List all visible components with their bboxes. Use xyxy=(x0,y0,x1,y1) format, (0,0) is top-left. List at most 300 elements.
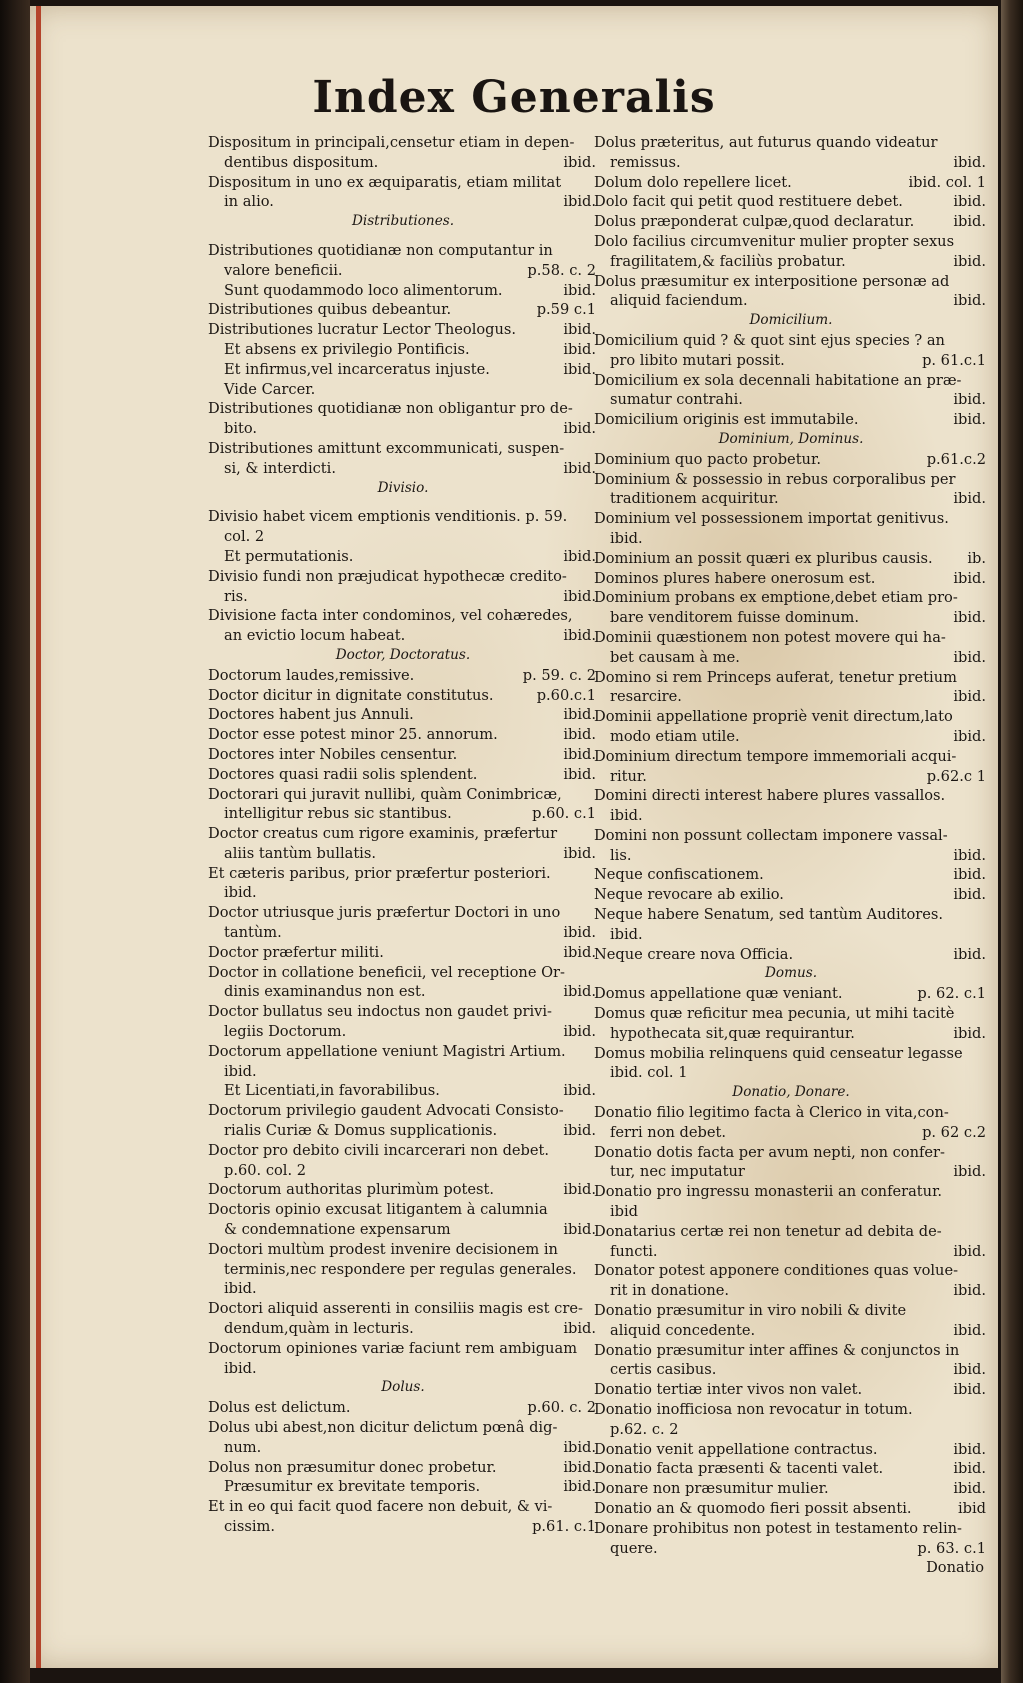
entry-line: num. xyxy=(224,1438,262,1456)
index-entry xyxy=(208,1002,598,1042)
entry-line: pro libito mutari possit. xyxy=(610,351,785,369)
entry-line: traditionem acquiritur. xyxy=(610,490,779,508)
index-entry xyxy=(594,786,988,826)
page-reference: ibid. xyxy=(563,321,596,339)
spacer xyxy=(208,498,598,507)
entry-line: Neque habere Senatum, sed tantùm Auditores. xyxy=(594,906,944,924)
index-entry xyxy=(594,1103,988,1143)
entry-line: Donatio dotis facta per avum nepti, non confer- xyxy=(594,1143,945,1161)
entry-line: Distributiones quotidianæ non computantur in xyxy=(208,241,553,259)
index-entry xyxy=(594,371,988,411)
index-entry xyxy=(208,547,598,567)
entry-line: Doctor in collatione beneficii, vel receptione Or- xyxy=(208,963,565,981)
entry-line: Doctor utriusque juris præfertur Doctori in uno xyxy=(208,904,561,922)
entry-line: modo etiam utile. xyxy=(610,727,740,745)
entry-line: Donatio inofficiosa non revocatur in totum. xyxy=(594,1401,913,1418)
entry-line: Dolus non præsumitur donec probetur. xyxy=(208,1458,497,1476)
entry-line: ibid xyxy=(610,1203,639,1221)
index-entry xyxy=(594,747,988,787)
entry-line: Dominium probans ex emptione,debet etiam pro- xyxy=(594,589,958,607)
index-entry xyxy=(594,1400,988,1440)
page-reference: ibid. xyxy=(563,924,596,942)
index-entry xyxy=(208,765,598,785)
book-spine xyxy=(0,0,30,1683)
entry-line: Dominium an possit quæri ex pluribus causis. xyxy=(594,549,933,567)
entry-line: Distributiones lucratur Lector Theologus. xyxy=(208,321,517,339)
section-heading: Doctor, Doctoratus. xyxy=(335,646,471,663)
page-reference: ibid. xyxy=(953,252,986,270)
entry-line: ibid. xyxy=(610,529,643,547)
index-entry xyxy=(208,1497,598,1537)
entry-line: Doctorum privilegio gaudent Advocati Consisto- xyxy=(208,1102,564,1120)
entry-line: Sunt quodammodo loco alimentorum. xyxy=(224,281,503,299)
page-reference: ibid. xyxy=(953,391,986,409)
page-reference: ibid. xyxy=(563,193,596,211)
entry-line: Doctor dicitur in dignitate constitutus. xyxy=(208,686,494,704)
entry-line: Dolus præteritus, aut futurus quando videatur xyxy=(594,134,938,151)
index-entry xyxy=(208,1180,598,1200)
entry-line: Neque revocare ab exilio. xyxy=(594,886,784,904)
entry-line: Et infirmus,vel incarceratus injuste. xyxy=(224,360,490,378)
entry-line: Neque confiscationem. xyxy=(594,866,764,884)
index-entry xyxy=(594,984,988,1004)
page-reference: ibid. xyxy=(563,281,596,299)
entry-line: Domus quæ reficitur mea pecunia, ut mihi tacitè xyxy=(594,1005,955,1023)
page-reference: ibid. xyxy=(953,609,986,627)
index-entry xyxy=(208,439,598,479)
entry-line: ibid. xyxy=(224,1280,257,1298)
entry-line: aliquid concedente. xyxy=(610,1321,756,1339)
entry-line: Dominii quæstionem non potest movere qui ha- xyxy=(594,628,946,646)
index-entry xyxy=(594,826,988,866)
page-reference: ibid. xyxy=(563,943,596,961)
index-entry xyxy=(208,705,598,725)
entry-line: Doctorari qui juravit nullibi, quàm Conimbricæ, xyxy=(208,785,562,803)
index-entry xyxy=(208,785,598,825)
page-reference: ibid. xyxy=(953,1242,986,1260)
index-entry xyxy=(594,232,988,272)
entry-line: Dolus ubi abest,non dicitur delictum pœnâ dig- xyxy=(208,1419,558,1436)
page-reference: ibid. xyxy=(563,1082,596,1100)
entry-line: Doctores quasi radii solis splendent. xyxy=(208,765,478,783)
page-reference: p. 59. c. 2 xyxy=(522,666,596,684)
index-entry xyxy=(594,410,988,430)
page-reference: ibid. xyxy=(563,587,596,605)
spacer xyxy=(208,232,598,241)
page-reference: ibid. xyxy=(563,726,596,744)
entry-line: Et cæteris paribus, prior præfertur posteriori. xyxy=(208,864,551,882)
index-entry xyxy=(208,1477,598,1497)
section-heading: Domus. xyxy=(764,965,818,982)
page-reference: ibid. xyxy=(563,1023,596,1041)
entry-line: lis. xyxy=(610,846,632,864)
entry-line: Donatio filio legitimo facta à Clerico in vita,con- xyxy=(594,1104,949,1122)
entry-line: Domicilium ex sola decennali habitatione an præ- xyxy=(594,371,962,389)
page-reference: ibid. xyxy=(953,411,986,429)
index-entry xyxy=(208,864,598,904)
page-reference: ibid. xyxy=(953,1460,986,1478)
page-reference: ibid. xyxy=(953,1024,986,1042)
entry-line: Dominium directum tempore immemoriali acqui- xyxy=(594,747,957,765)
entry-line: si, & interdicti. xyxy=(224,459,336,477)
entry-line: Et in eo qui facit quod facere non debuit, & vi- xyxy=(208,1498,553,1516)
index-entry xyxy=(208,963,598,1003)
page-reference: ibid. xyxy=(953,193,986,211)
entry-line: Dolus est delictum. xyxy=(208,1399,351,1417)
page-reference: p.59 c.1 xyxy=(536,301,596,319)
index-entry xyxy=(208,241,598,281)
entry-line: remissus. xyxy=(610,153,681,171)
entry-line: legiis Doctorum. xyxy=(224,1023,347,1041)
red-margin-rule xyxy=(36,6,41,1668)
index-entry xyxy=(208,1398,598,1418)
entry-line: Domus appellatione quæ veniant. xyxy=(594,985,843,1003)
entry-line: Dolus præsumitur ex interpositione personæ ad xyxy=(594,272,950,290)
entry-line: Et Licentiati,in favorabilibus. xyxy=(224,1082,440,1100)
page-reference: ibid. xyxy=(563,153,596,171)
page-reference: ibid. xyxy=(563,1438,596,1456)
section-heading: Divisio. xyxy=(377,479,429,496)
page-reference: ibid. xyxy=(953,846,986,864)
left-column xyxy=(208,133,598,1537)
page-reference: ibid. xyxy=(953,688,986,706)
entry-line: Donare prohibitus non potest in testamento relin- xyxy=(594,1519,962,1537)
page-reference: p.61.c.2 xyxy=(926,450,986,468)
index-entry xyxy=(594,1341,988,1381)
index-entry xyxy=(594,865,988,885)
index-entry xyxy=(594,1143,988,1183)
index-entry xyxy=(594,945,988,965)
page-reference: p.58. c. 2 xyxy=(527,261,596,279)
index-entry xyxy=(594,905,988,945)
index-entry xyxy=(208,300,598,320)
page-reference: p.60.c.1 xyxy=(536,686,596,704)
page-reference: ibid. xyxy=(953,490,986,508)
index-entry xyxy=(208,1081,598,1101)
page-reference: ibid. xyxy=(953,292,986,310)
page-reference: ibid. xyxy=(563,547,596,565)
page-reference: ibid. xyxy=(953,1381,986,1399)
entry-line: cissim. xyxy=(224,1517,275,1535)
entry-line: tantùm. xyxy=(224,924,282,942)
entry-line: Doctor præfertur militi. xyxy=(208,943,384,961)
page-reference: ibid. xyxy=(563,459,596,477)
entry-line: sumatur contrahi. xyxy=(610,391,743,409)
entry-line: Doctores inter Nobiles censentur. xyxy=(208,745,458,763)
book-page xyxy=(30,6,998,1668)
entry-line: Vide Carcer. xyxy=(224,380,316,398)
index-entry xyxy=(208,281,598,301)
page-reference: ibid. xyxy=(953,1440,986,1458)
index-entry xyxy=(594,509,988,549)
entry-line: Dominium & possessio in rebus corporalibus per xyxy=(594,470,956,488)
index-entry xyxy=(208,1240,598,1299)
index-entry xyxy=(594,1499,988,1519)
entry-line: Dominii appellatione propriè venit directum,lato xyxy=(594,708,953,726)
page-reference: p. 61.c.1 xyxy=(922,351,986,369)
entry-line: dinis examinandus non est. xyxy=(224,983,426,1001)
index-entry xyxy=(594,331,988,371)
index-entry xyxy=(594,470,988,510)
index-entry xyxy=(594,272,988,312)
index-entry xyxy=(208,1101,598,1141)
index-entry xyxy=(208,686,598,706)
page-title: Index Generalis xyxy=(312,72,716,123)
page-reference: p. 62. c.1 xyxy=(917,985,986,1003)
entry-line: Neque creare nova Officia. xyxy=(594,945,794,963)
entry-line: ibid. xyxy=(224,1359,257,1377)
entry-line: p.62. c. 2 xyxy=(610,1420,679,1438)
page-reference: ibid. xyxy=(563,360,596,378)
entry-line: Donatarius certæ rei non tenetur ad debita de- xyxy=(594,1222,942,1240)
page-reference: p.60. c.1 xyxy=(532,805,596,823)
page-reference: p.60. c. 2 xyxy=(527,1399,596,1417)
catchword: Donatio xyxy=(926,1559,984,1577)
entry-line: rialis Curiæ & Domus supplicationis. xyxy=(224,1122,498,1140)
index-entry xyxy=(208,1042,598,1082)
entry-line: bito. xyxy=(224,420,258,438)
index-entry xyxy=(594,1440,988,1460)
entry-line: Donatio præsumitur in viro nobili & divite xyxy=(594,1302,907,1320)
right-column xyxy=(594,133,988,1578)
entry-line: Distributiones quibus debeantur. xyxy=(208,301,452,319)
page-reference: ibid. xyxy=(953,1321,986,1339)
index-entry xyxy=(594,1182,988,1222)
page-reference: ibid. xyxy=(563,420,596,438)
page-reference: p. 63. c.1 xyxy=(917,1539,986,1557)
page-reference: ibid. xyxy=(953,1282,986,1300)
entry-line: valore beneficii. xyxy=(224,261,343,279)
entry-line: Et absens ex privilegio Pontificis. xyxy=(224,340,470,358)
page-reference: ibid. xyxy=(953,569,986,587)
page-reference: ibid. xyxy=(563,765,596,783)
entry-line: Domus mobilia relinquens quid censeatur legasse xyxy=(594,1044,963,1062)
entry-line: Doctor bullatus seu indoctus non gaudet privi- xyxy=(208,1003,552,1021)
entry-line: Divisio habet vicem emptionis venditionis. p. 59. xyxy=(208,508,568,526)
entry-line: bet causam à me. xyxy=(610,648,740,666)
entry-line: Donatio an & quomodo fieri possit absenti. xyxy=(594,1499,912,1517)
entry-line: Doctores habent jus Annuli. xyxy=(208,706,414,724)
entry-line: Doctorum laudes,remissive. xyxy=(208,666,415,684)
entry-line: Donatio præsumitur inter affines & conjunctos in xyxy=(594,1341,960,1359)
index-entry xyxy=(208,943,598,963)
index-entry xyxy=(594,569,988,589)
entry-line: Donator potest apponere conditiones quas volue- xyxy=(594,1262,959,1280)
page-reference: ibid. xyxy=(563,745,596,763)
page-reference: p.61. c.1 xyxy=(532,1517,596,1535)
entry-line: certis casibus. xyxy=(610,1361,717,1379)
entry-line: in alio. xyxy=(224,193,274,211)
entry-line: aliquid faciendum. xyxy=(610,292,748,310)
index-entry xyxy=(594,885,988,905)
entry-line: ibid. col. 1 xyxy=(610,1064,688,1082)
entry-line: aliis tantùm bullatis. xyxy=(224,844,376,862)
page-reference: ibid. xyxy=(563,1458,596,1476)
index-entry xyxy=(208,507,598,547)
index-entry xyxy=(208,1200,598,1240)
entry-line: Doctorum appellatione veniunt Magistri Artium. xyxy=(208,1042,566,1060)
entry-line: Doctori aliquid asserenti in consiliis magis est cre- xyxy=(208,1300,583,1318)
section-heading: Distributiones. xyxy=(351,213,455,230)
entry-line: Dolo facilius circumvenitur mulier propter sexus xyxy=(594,232,955,250)
entry-line: ibid. xyxy=(224,884,257,902)
entry-line: tur, nec imputatur xyxy=(610,1163,745,1181)
entry-line: Dolus præponderat culpæ,quod declaratur. xyxy=(594,213,915,231)
entry-line: Domini directi interest habere plures vassallos. xyxy=(594,787,946,805)
page-reference: ibid. xyxy=(563,1478,596,1496)
entry-line: quere. xyxy=(610,1539,658,1557)
page-reference: ibid. xyxy=(953,153,986,171)
section-heading: Dolus. xyxy=(381,1379,425,1396)
page-reference: ibid. xyxy=(953,886,986,904)
index-entry xyxy=(208,173,598,213)
entry-line: Domicilium originis est immutabile. xyxy=(594,411,859,429)
index-entry xyxy=(594,1261,988,1301)
entry-line: Dominium quo pacto probetur. xyxy=(594,450,821,468)
index-entry xyxy=(594,133,988,173)
entry-line: dendum,quàm in lecturis. xyxy=(224,1320,414,1338)
section-heading: Domicilium. xyxy=(749,312,833,329)
index-entry xyxy=(594,549,988,569)
page-reference: ibid. xyxy=(563,1181,596,1199)
page-edge xyxy=(1001,0,1023,1683)
entry-line: dentibus dispositum. xyxy=(224,153,379,171)
page-reference: ibid. xyxy=(563,983,596,1001)
entry-line: Dispositum in principali,censetur etiam in depen- xyxy=(208,134,575,151)
entry-line: Divisione facta inter condominos, vel cohæredes, xyxy=(208,607,573,625)
entry-line: Dominos plures habere onerosum est. xyxy=(594,569,876,587)
entry-line: an evictio locum habeat. xyxy=(224,627,406,645)
index-entry xyxy=(208,399,598,439)
page-reference: ibid. xyxy=(953,1163,986,1181)
index-entry xyxy=(594,1479,988,1499)
index-entry xyxy=(594,1301,988,1341)
entry-line: Doctoris opinio excusat litigantem à calumnia xyxy=(208,1201,548,1219)
entry-line: functi. xyxy=(610,1242,658,1260)
entry-line: Doctor esse potest minor 25. annorum. xyxy=(208,726,498,744)
index-entry xyxy=(208,1458,598,1478)
entry-line: Distributiones amittunt excommunicati, suspen- xyxy=(208,439,565,457)
index-entry xyxy=(594,588,988,628)
entry-line: terminis,nec respondere per regulas generales. xyxy=(224,1260,577,1278)
page-reference: p.62.c 1 xyxy=(926,767,986,785)
entry-line: ibid. xyxy=(610,925,643,943)
entry-line: Præsumitur ex brevitate temporis. xyxy=(224,1478,481,1496)
entry-line: hypothecata sit,quæ requirantur. xyxy=(610,1024,855,1042)
entry-line: resarcire. xyxy=(610,688,682,706)
entry-line: ibid. xyxy=(610,807,643,825)
entry-line: Doctorum opiniones variæ faciunt rem ambiguam xyxy=(208,1339,578,1357)
index-entry xyxy=(208,666,598,686)
entry-line: fragilitatem,& faciliùs probatur. xyxy=(610,252,846,270)
page-reference: ibid. xyxy=(953,213,986,231)
index-entry xyxy=(208,1339,598,1379)
entry-line: Et permutationis. xyxy=(224,547,354,565)
entry-line: Domino si rem Princeps auferat, tenetur pretium xyxy=(594,668,957,686)
page-reference: ibid. xyxy=(953,945,986,963)
page-reference: ibid. xyxy=(953,648,986,666)
index-entry xyxy=(208,725,598,745)
page-reference: ibid. xyxy=(563,844,596,862)
entry-line: Donatio facta præsenti & tacenti valet. xyxy=(594,1460,884,1478)
index-entry xyxy=(594,1004,988,1044)
page-reference: ibid. xyxy=(563,1122,596,1140)
index-entry xyxy=(594,668,988,708)
index-entry xyxy=(594,1519,988,1559)
index-entry xyxy=(208,903,598,943)
entry-line: Dispositum in uno ex æquiparatis, etiam militat xyxy=(208,173,562,191)
page-reference: ibid. xyxy=(953,727,986,745)
entry-line: Dolum dolo repellere licet. xyxy=(594,173,792,191)
index-entry xyxy=(594,192,988,212)
entry-line: Donatio tertiæ inter vivos non valet. xyxy=(594,1381,863,1399)
page-reference: ibid. col. 1 xyxy=(908,173,986,191)
entry-line: Distributiones quotidianæ non obligantur pro de- xyxy=(208,400,573,418)
entry-line: ritur. xyxy=(610,767,647,785)
index-entry xyxy=(208,380,598,400)
section-heading: Donatio, Donare. xyxy=(732,1084,850,1101)
entry-line: Divisio fundi non præjudicat hypothecæ credito- xyxy=(208,567,567,585)
index-entry xyxy=(208,360,598,380)
section-heading: Dominium, Dominus. xyxy=(718,430,864,447)
page-reference: ibid. xyxy=(953,866,986,884)
page-reference: ibid. xyxy=(563,1320,596,1338)
index-entry xyxy=(594,1044,988,1084)
page-reference: p. 62 c.2 xyxy=(922,1123,986,1141)
index-entry xyxy=(594,450,988,470)
entry-line: Doctor pro debito civili incarcerari non debet. xyxy=(208,1141,550,1159)
index-entry xyxy=(208,320,598,340)
page-reference: ibid. xyxy=(563,340,596,358)
index-entry xyxy=(594,173,988,193)
entry-line: ris. xyxy=(224,587,248,605)
entry-line: Doctorum authoritas plurimùm potest. xyxy=(208,1181,495,1199)
page-reference: ib. xyxy=(967,549,986,567)
index-entry xyxy=(208,1141,598,1181)
entry-line: Doctor creatus cum rigore examinis, præfertur xyxy=(208,825,558,843)
entry-line: bare venditorem fuisse dominum. xyxy=(610,609,859,627)
entry-line: Dominium vel possessionem importat genitivus. xyxy=(594,510,949,528)
entry-line: ibid. xyxy=(224,1062,257,1080)
index-entry xyxy=(208,133,598,173)
index-entry xyxy=(208,606,598,646)
index-entry xyxy=(594,212,988,232)
page-reference: ibid xyxy=(957,1499,986,1517)
index-entry xyxy=(208,745,598,765)
entry-line: rit in donatione. xyxy=(610,1282,730,1300)
entry-line: p.60. col. 2 xyxy=(224,1161,307,1179)
entry-line: Domicilium quid ? & quot sint ejus species ? an xyxy=(594,331,945,349)
index-entry xyxy=(208,1418,598,1458)
page-reference: ibid. xyxy=(563,706,596,724)
index-entry xyxy=(594,1380,988,1400)
page-reference: ibid. xyxy=(563,627,596,645)
entry-line: Donare non præsumitur mulier. xyxy=(594,1480,829,1498)
entry-line: Doctori multùm prodest invenire decisionem in xyxy=(208,1240,558,1258)
page-reference: ibid. xyxy=(953,1361,986,1379)
page-reference: ibid. xyxy=(563,1221,596,1239)
entry-line: ferri non debet. xyxy=(610,1123,726,1141)
index-entry xyxy=(208,340,598,360)
index-entry xyxy=(208,824,598,864)
entry-line: Dolo facit qui petit quod restituere debet. xyxy=(594,193,903,211)
page-reference: ibid. xyxy=(953,1480,986,1498)
entry-line: Donatio venit appellatione contractus. xyxy=(594,1440,878,1458)
entry-line: Donatio pro ingressu monasterii an conferatur. xyxy=(594,1183,943,1201)
index-entry xyxy=(594,628,988,668)
index-entry xyxy=(594,1459,988,1479)
entry-line: col. 2 xyxy=(224,528,265,546)
